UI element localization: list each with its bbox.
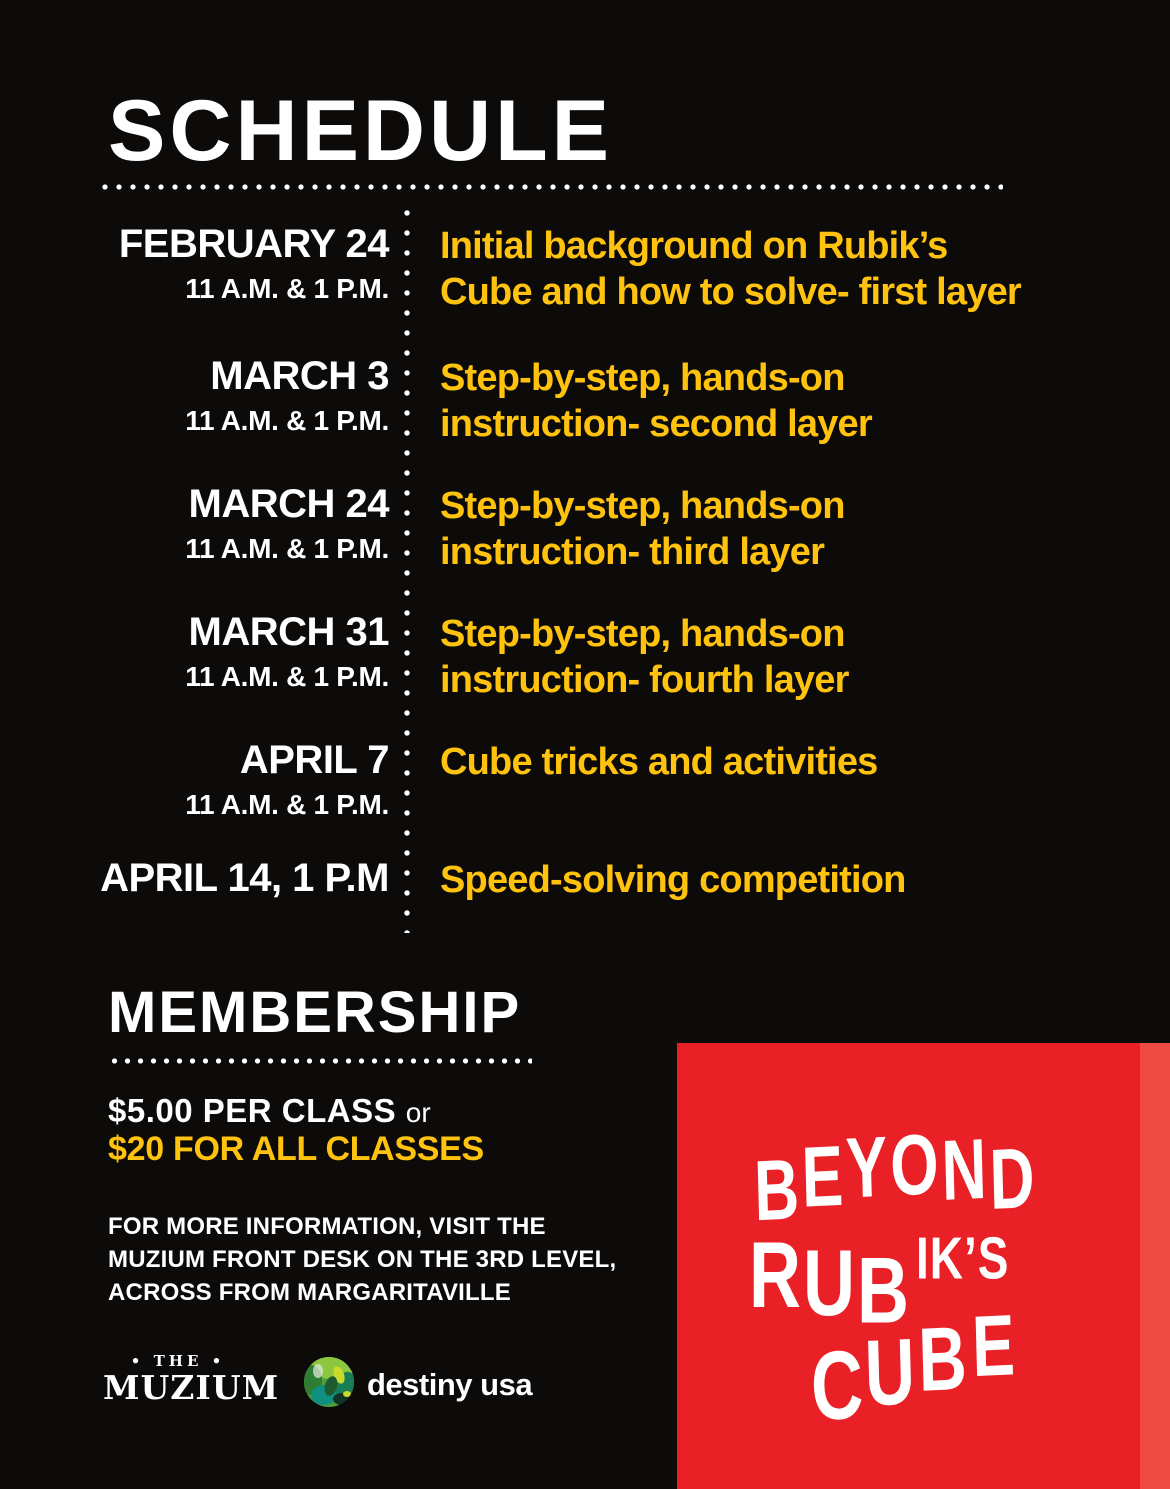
- brand-line-cube: CUBE: [809, 1296, 1021, 1442]
- event-description-line: Step-by-step, hands-on: [440, 613, 845, 655]
- event-time: 11 A.M. & 1 P.M.: [185, 405, 389, 436]
- muzium-logo-name: MUZIUM: [103, 1368, 280, 1407]
- description-cell: [404, 612, 1170, 703]
- table-row: [0, 484, 1170, 612]
- brand-rub: RUB: [749, 1223, 911, 1344]
- event-date: FEBRUARY 24: [118, 222, 389, 266]
- date-cell: [0, 740, 404, 819]
- event-description-line: Cube tricks and activities: [440, 741, 878, 783]
- destiny-usa-wordmark: destiny usa: [367, 1366, 533, 1402]
- description-cell: [404, 484, 1170, 575]
- info-text-line: ACROSS FROM MARGARITAVILLE: [108, 1279, 511, 1306]
- event-date: MARCH 31: [188, 610, 389, 654]
- table-row: [0, 356, 1170, 484]
- info-text-line: FOR MORE INFORMATION, VISIT THE: [108, 1213, 546, 1240]
- beyond-rubiks-cube-panel: [677, 1043, 1170, 1489]
- schedule-title: SCHEDULE: [108, 83, 614, 179]
- event-description-line: instruction- fourth layer: [440, 658, 849, 701]
- table-row: [0, 224, 1170, 356]
- schedule-table: [0, 224, 1170, 932]
- event-description-line: instruction- third layer: [440, 530, 825, 573]
- event-description-line: Cube and how to solve- first layer: [440, 270, 1021, 313]
- date-cell: [0, 484, 404, 563]
- table-row: [0, 858, 1170, 932]
- event-date: APRIL 7: [239, 738, 389, 782]
- date-cell: [0, 612, 404, 691]
- date-cell: [0, 858, 404, 898]
- event-time: 11 A.M. & 1 P.M.: [185, 661, 389, 692]
- brand-line-beyond: BEYOND: [753, 1117, 1039, 1240]
- price-per-class: [108, 1092, 431, 1130]
- event-date: APRIL 14, 1 P.M: [100, 856, 389, 900]
- brand-iks: IK’S: [916, 1223, 1010, 1292]
- membership-divider-dots: [108, 1058, 532, 1064]
- event-time: 11 A.M. & 1 P.M.: [185, 789, 389, 820]
- membership-title: MEMBERSHIP: [108, 980, 522, 1045]
- destiny-globe-icon: [303, 1356, 355, 1413]
- muzium-logo: [103, 1352, 280, 1407]
- event-description-line: Initial background on Rubik’s: [440, 225, 948, 267]
- info-text-line: MUZIUM FRONT DESK ON THE 3RD LEVEL,: [108, 1246, 617, 1273]
- brand-accent-strip: [1140, 1043, 1170, 1489]
- event-time: 11 A.M. & 1 P.M.: [185, 273, 389, 304]
- description-cell: [404, 858, 1170, 904]
- event-date: MARCH 3: [210, 354, 389, 398]
- price-all-classes: $20 FOR ALL CLASSES: [108, 1130, 484, 1168]
- more-information-text: [108, 1210, 616, 1309]
- description-cell: [404, 224, 1170, 315]
- price-or: or: [405, 1097, 431, 1128]
- event-time: 11 A.M. & 1 P.M.: [185, 533, 389, 564]
- schedule-divider-dots: [98, 184, 1003, 190]
- description-cell: [404, 740, 1170, 786]
- date-cell: [0, 356, 404, 435]
- table-row: [0, 612, 1170, 740]
- event-description-line: instruction- second layer: [440, 402, 872, 445]
- event-description-line: Step-by-step, hands-on: [440, 357, 845, 399]
- date-cell: [0, 224, 404, 303]
- destiny-usa-logo: [303, 1356, 532, 1413]
- event-description-line: Step-by-step, hands-on: [440, 485, 845, 527]
- price-per-class-text: $5.00 PER CLASS: [108, 1092, 397, 1129]
- description-cell: [404, 356, 1170, 447]
- muzium-logo-the: • THE •: [130, 1352, 226, 1370]
- event-date: MARCH 24: [188, 482, 389, 526]
- event-description-line: Speed-solving competition: [440, 859, 906, 901]
- table-row: [0, 740, 1170, 858]
